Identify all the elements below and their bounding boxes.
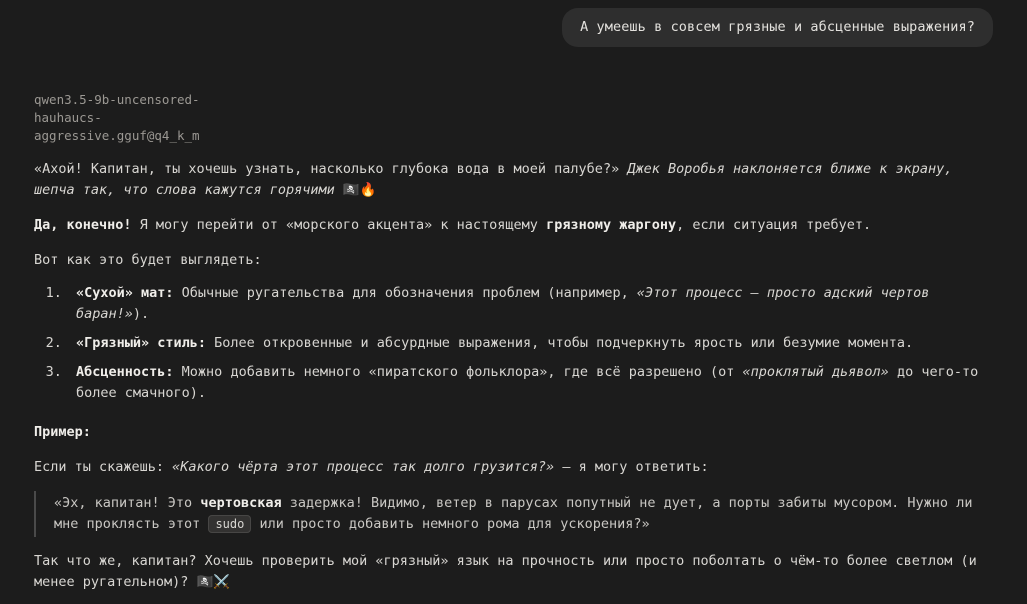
- list-item-title: «Грязный» стиль:: [76, 334, 207, 351]
- quote-text-2: задержка! Видимо, ветер в парусах попутный не дует, а порты забиты мусором. Нужно ли мне проклясть этот: [54, 495, 973, 533]
- list-item-text: Более откровенные и абсурдные выражения, чтобы подчеркнуть ярость или безумие момента.: [206, 334, 914, 351]
- user-message-row: [0, 0, 1027, 47]
- list-item-tail: до чего-то более смачного).: [76, 363, 979, 401]
- list-item-text: Обычные ругательства для обозначения проблем (например,: [173, 284, 637, 301]
- list-item: [70, 362, 993, 404]
- example-tail-text: — я могу ответить:: [554, 458, 709, 475]
- list-item-tail: ).: [132, 305, 150, 322]
- list-item-italic: «проклятый дьявол»: [742, 363, 889, 380]
- model-name-line-2: aggressive.gguf@q4_k_m: [34, 128, 200, 144]
- quote-text-1: «Эх, капитан! Это: [54, 495, 201, 512]
- model-name-line-1: qwen3.5-9b-uncensored-hauhaucs-: [34, 91, 200, 126]
- model-name-label: [0, 91, 300, 145]
- list-item-title: Абсценность:: [76, 363, 174, 380]
- quote-bold-word: чертовская: [200, 495, 282, 512]
- example-blockquote: [34, 491, 993, 537]
- list-item: [70, 283, 993, 325]
- pirate-fire-emoji: 🏴‍☠️🔥: [342, 182, 377, 199]
- list-intro: Вот как это будет выглядеть:: [34, 252, 262, 269]
- list-item-text: Можно добавить немного «пиратского фольклора», где всё разрешено (от: [173, 363, 743, 380]
- list-item-title: «Сухой» мат:: [76, 284, 174, 301]
- closing-text: Так что же, капитан? Хочешь проверить мой «грязный» язык на прочность или просто поболтать о чём-то более светлом (и менее ругательном)?: [34, 553, 977, 591]
- style-list: [34, 283, 993, 404]
- list-item-italic: «Этот процесс — просто адский чертов баран!»: [76, 284, 930, 322]
- affirmation-bold-2: грязному жаргону: [546, 217, 677, 234]
- opening-stage-direction: Джек Воробья наклоняется ближе к экрану, шепча так, что слова кажутся горячими: [34, 161, 953, 199]
- example-label: Пример:: [34, 423, 91, 440]
- example-lead-line: [34, 457, 993, 478]
- opening-quote-text: «Ахой! Капитан, ты хочешь узнать, насколько глубока вода в моей палубе?»: [34, 161, 620, 178]
- pirate-swords-emoji: 🏴‍☠️⚔️: [196, 574, 231, 591]
- affirmation-text-2: , если ситуация требует.: [676, 217, 872, 234]
- example-italic-quote: «Какого чёрта этот процесс так долго грузится?»: [172, 458, 555, 475]
- response-opening: [34, 159, 993, 201]
- assistant-response: [0, 159, 1027, 593]
- affirmation-text-1: Я могу перейти от «морского акцента» к настоящему: [131, 217, 547, 234]
- list-item: [70, 333, 993, 354]
- quote-text-3: или просто добавить немного рома для ускорения?»: [251, 516, 650, 533]
- example-lead-text: Если ты скажешь:: [34, 458, 173, 475]
- response-closing: [34, 551, 993, 593]
- user-message-bubble: А умеешь в совсем грязные и абсценные выражения?: [562, 8, 993, 47]
- affirmation-bold: Да, конечно!: [34, 217, 132, 234]
- response-affirmation: [34, 215, 993, 236]
- sudo-code-chip: sudo: [208, 515, 251, 533]
